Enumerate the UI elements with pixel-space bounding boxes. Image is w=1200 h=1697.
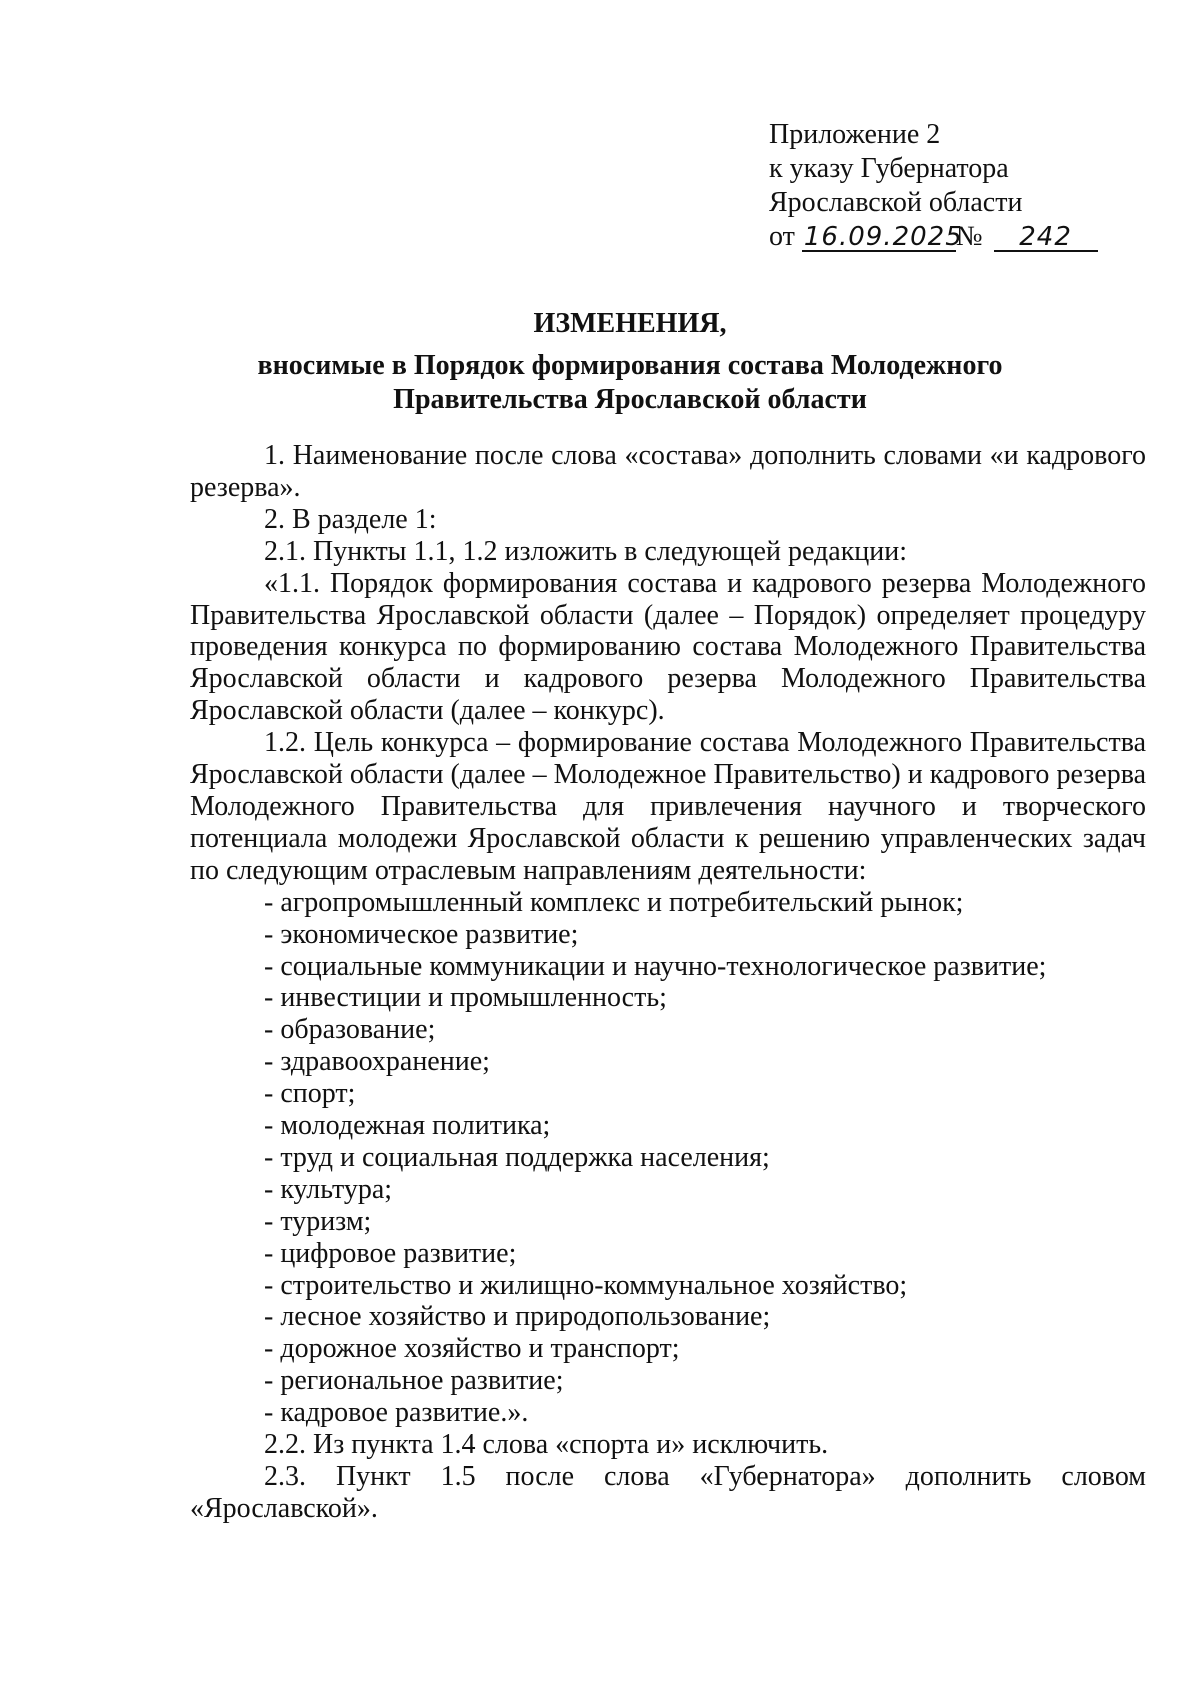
appendix-header (769, 118, 1149, 254)
paragraph-1: 1. Наименование после слова «состава» дополнить словами «и кадрового резерва». (190, 440, 1146, 503)
paragraph-2-3: 2.3. Пункт 1.5 после слова «Губернатора» дополнить словом «Ярославской». (190, 1461, 1146, 1524)
direction-item: - здравоохранение; (264, 1046, 490, 1078)
paragraph-2-2: 2.2. Из пункта 1.4 слова «спорта и» исключить. (264, 1429, 829, 1461)
direction-item: - лесное хозяйство и природопользование; (264, 1301, 771, 1333)
document-subtitle: вносимые в Порядок формирования состава Молодежного Правительства Ярославской области (257, 350, 1003, 415)
direction-item: - социальные коммуникации и научно-технологическое развитие; (264, 950, 1047, 982)
paragraph-2: 2. В разделе 1: (264, 503, 437, 535)
paragraph-1-2: 1.2. Цель конкурса – формирование состава Молодежного Правительства Ярославской области (далее – Молодежное Правительство) и кадрового резерва Молодежного Правительства для привлечения научного и творческого потенциала молодежи Ярославской области к решению управленческих задач по следующим отраслевым направлениям деятельности: (190, 727, 1146, 886)
direction-item: - образование; (264, 1014, 436, 1046)
appendix-line-2: к указу Губернатора (769, 153, 1009, 184)
appendix-date-line (769, 220, 1149, 254)
paragraph-1-1: «1.1. Порядок формирования состава и кадрового резерва Молодежного Правительства Ярославской области (далее – Порядок) определяет процедуру проведения конкурса по формированию состава Молодежного Правительства Ярославской области и кадрового резерва Молодежного Правительства Ярославской области (далее – конкурс). (190, 567, 1146, 727)
from-prefix: от (769, 221, 795, 252)
direction-item: - агропромышленный комплекс и потребительский рынок; (264, 886, 964, 918)
appendix-line-1: Приложение 2 (769, 119, 941, 150)
document-title: ИЗМЕНЕНИЯ, (533, 308, 727, 339)
document-body (190, 440, 1146, 1525)
direction-item: - строительство и жилищно-коммунальное хозяйство; (264, 1269, 908, 1301)
direction-item: - экономическое развитие; (264, 918, 579, 950)
direction-item: - туризм; (264, 1205, 372, 1237)
handwritten-date: 16.09.2025 (803, 222, 963, 252)
direction-item: - дорожное хозяйство и транспорт; (264, 1333, 680, 1365)
direction-item: - кадровое развитие.». (264, 1397, 529, 1429)
number-sign: № (955, 221, 983, 252)
direction-item: - спорт; (264, 1078, 356, 1110)
handwritten-number: 242 (994, 224, 1098, 252)
direction-item: - культура; (264, 1173, 393, 1205)
direction-item: - цифровое развитие; (264, 1237, 517, 1269)
direction-item: - молодежная политика; (264, 1110, 551, 1142)
direction-item: - региональное развитие; (264, 1365, 564, 1397)
appendix-line-3: Ярославской области (769, 187, 1023, 218)
direction-item: - инвестиции и промышленность; (264, 982, 667, 1014)
direction-item: - труд и социальная поддержка населения; (264, 1141, 770, 1173)
paragraph-2-1: 2.1. Пункты 1.1, 1.2 изложить в следующей редакции: (264, 535, 908, 567)
